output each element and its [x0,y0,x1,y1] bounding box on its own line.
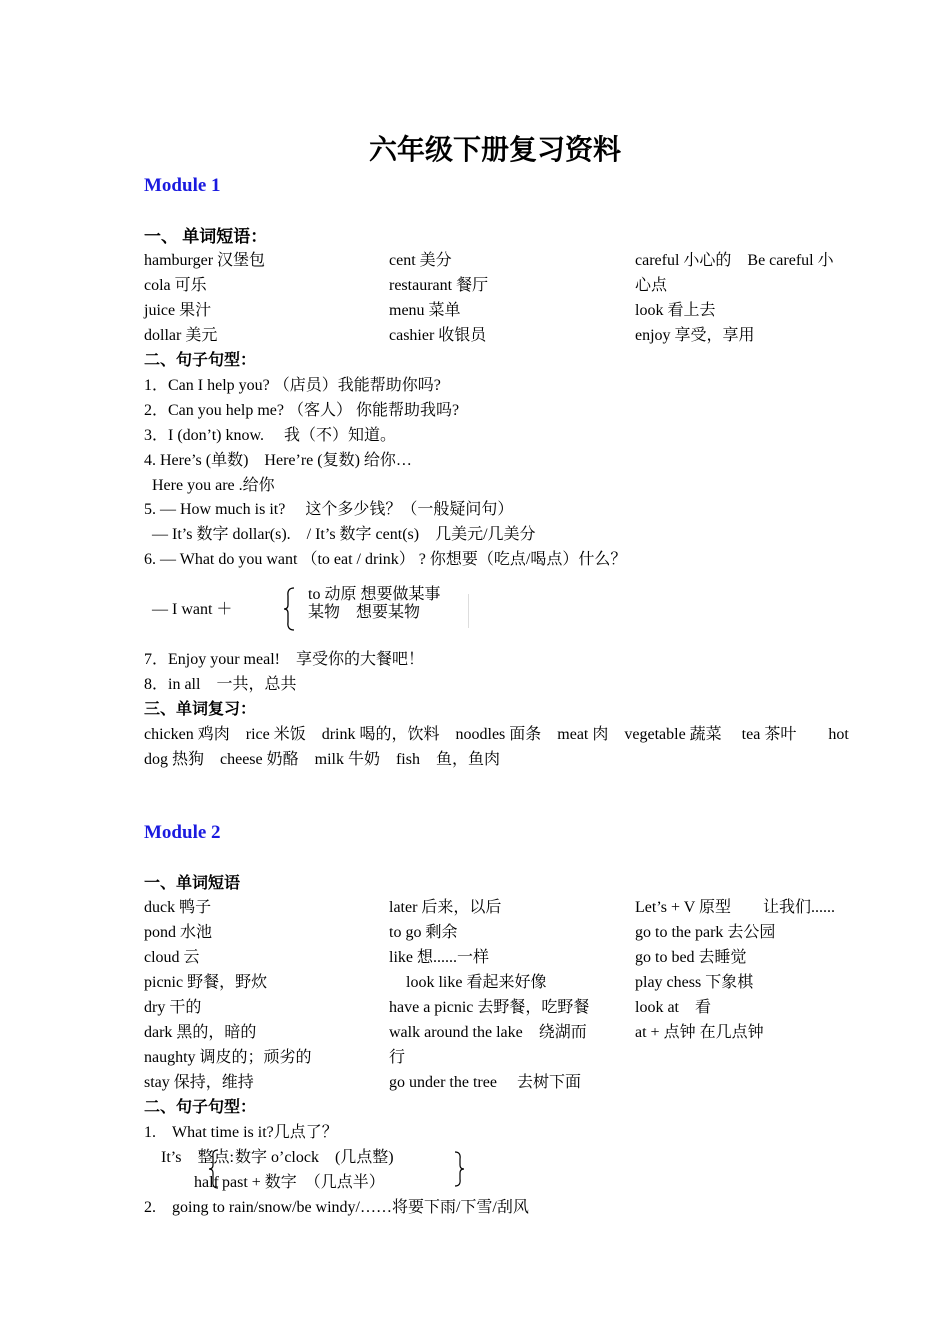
m2-col1-item: dark 黑的，暗的 [144,1024,257,1041]
m1-col1-item: hamburger 汉堡包 [144,252,266,269]
m2-col3-item: look at 看 [635,999,711,1016]
m2-col2-item: look like 看起来好像 [406,974,547,991]
m2-col3-item: at + 点钟 在几点钟 [635,1024,764,1041]
m2-col1-item: picnic 野餐，野炊 [144,974,268,991]
m2-col2-item: walk around the lake 绕湖而 [389,1024,587,1041]
m2-its: It’s 整点: [161,1149,234,1166]
m1-want-option: to 动原 想要做某事 [308,586,441,603]
m1-review-line: dog 热狗 cheese 奶酪 milk 牛奶 fish 鱼，鱼肉 [144,751,500,768]
m1-col1-item: dollar 美元 [144,327,218,344]
m1-col3-item: 心点 [635,277,668,294]
m1-sentence: 3．I (don’t) know. 我（不）知道。 [144,427,396,444]
m2-col2-item: like 想......一样 [389,949,489,966]
m1-col3-item: look 看上去 [635,302,716,319]
m2-col1-item: naughty 调皮的；顽劣的 [144,1049,312,1066]
m2-time-option: 数字 o’clock (几点整) [235,1149,394,1166]
left-brace-icon [282,586,298,632]
m2-section-vocab: 一、单词短语 [144,875,241,892]
m2-col2-item: have a picnic 去野餐，吃野餐 [389,999,590,1016]
m1-want-option: 某物 想要某物 [308,604,421,621]
m1-sentence: 8．in all 一共，总共 [144,676,297,693]
divider [468,594,469,628]
m2-time-option: past + 数字 （几点半） [222,1174,385,1191]
page-title: 六年级下册复习资料 [368,135,621,166]
m2-col1-item: cloud 云 [144,949,200,966]
m1-sentence: 4. Here’s (单数) Here’re (复数) 给你… [144,452,412,469]
m1-col2-item: menu 菜单 [389,302,461,319]
m1-sentence: 7．Enjoy your meal! 享受你的大餐吧！ [144,651,424,668]
m1-section-review: 三、单词复习： [144,701,257,718]
m2-sentence: 2. going to rain/snow/be windy/……将要下雨/下雪/刮风 [144,1199,529,1216]
m1-col2-item: cent 美分 [389,252,452,269]
m2-col1-item: dry 干的 [144,999,202,1016]
m2-time-option-prefix: half [194,1174,219,1191]
m2-col3-item: go to the park 去公园 [635,924,776,941]
m2-col1-item: duck 鸭子 [144,899,212,916]
module-1-heading: Module 1 [144,175,221,196]
m1-review-line: chicken 鸡肉 rice 米饭 drink 喝的，饮料 noodles 面条 meat 肉 vegetable 蔬菜 tea 茶叶 hot [144,726,849,743]
m2-col1-item: pond 水池 [144,924,213,941]
m2-col2-item: go under the tree 去树下面 [389,1074,581,1091]
m1-col3-item: careful 小心的 Be careful 小 [635,252,834,269]
m2-col3-item: go to bed 去睡觉 [635,949,747,966]
m1-col2-item: restaurant 餐厅 [389,277,489,294]
m1-sentence: — It’s 数字 dollar(s). / It’s 数字 cent(s) 几美元/几美分 [152,526,536,543]
m1-sentence: 2．Can you help me? （客人） 你能帮助我吗? [144,402,460,419]
m2-section-sentences: 二、句子句型： [144,1099,257,1116]
m1-sentence: 5. — How much is it? 这个多少钱？（一般疑问句） [144,501,514,518]
m1-col2-item: cashier 收银员 [389,327,487,344]
m2-col2-item: 行 [389,1049,406,1066]
m1-sentence: Here you are .给你 [152,477,275,494]
m1-sentence: 1．Can I help you? （店员）我能帮助你吗? [144,377,441,394]
m1-col3-item: enjoy 享受，享用 [635,327,755,344]
m1-col1-item: cola 可乐 [144,277,207,294]
m1-section-vocab: 一、 单词短语： [144,227,268,246]
m2-col2-item: later 后来，以后 [389,899,502,916]
m2-col2-item: to go 剩余 [389,924,458,941]
right-brace-icon [452,1150,466,1188]
module-2-heading: Module 2 [144,822,221,843]
m2-sentence: 1. What time is it?几点了？ [144,1124,338,1141]
m2-col3-item: play chess 下象棋 [635,974,754,991]
m1-i-want: — I want ＋ [152,601,233,618]
m1-col1-item: juice 果汁 [144,302,212,319]
m1-sentence: 6. — What do you want （to eat / drink） ? 你想要（吃点/喝点）什么？ [144,551,627,568]
m2-col1-item: stay 保持，维持 [144,1074,254,1091]
m1-section-sentences: 二、句子句型： [144,352,257,369]
m2-col3-item: Let’s + V 原型 让我们...... [635,899,835,916]
